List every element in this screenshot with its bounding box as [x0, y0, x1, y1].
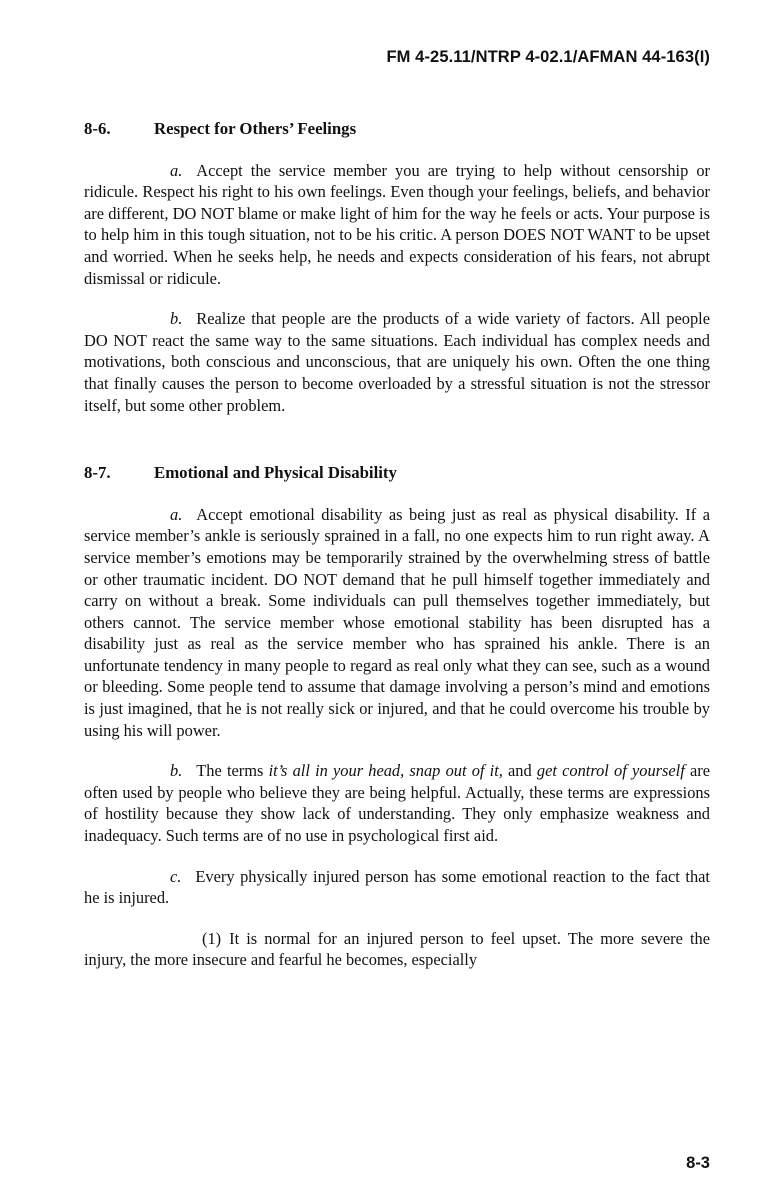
paragraph-8-6-a [84, 160, 710, 290]
section-title: Emotional and Physical Disability [154, 463, 397, 483]
subparagraph-8-7-c-1 [84, 928, 710, 971]
section-title: Respect for Others’ Feelings [154, 119, 357, 138]
italic-term-1: it’s all in your head, snap out of it, [268, 761, 503, 781]
paragraph-8-7-a [84, 504, 710, 742]
page-number: 8-3 [686, 1154, 710, 1172]
running-header: FM 4-25.11/NTRP 4-02.1/AFMAN 44-163(I) [386, 48, 710, 66]
section-heading-8-7 [84, 462, 710, 484]
page-body [84, 118, 710, 990]
paragraph-label: b. [170, 761, 183, 781]
section-spacer [84, 435, 710, 462]
paragraph-8-7-b [84, 760, 710, 846]
paragraph-text-pre: The terms [196, 761, 269, 781]
paragraph-label: a. [170, 160, 183, 180]
paragraph-text: Realize that people are the products of a wide variety of factors. All people DO NOT react the same way to the same situations. Each individual has complex needs and motivations, both conscious and unconscious, that are uniquely his own. Often the one thing that finally causes the person to become overloaded by a stressful situation is not the stressor itself, but some other problem. [84, 309, 710, 415]
paragraph-label: b. [170, 309, 183, 329]
section-heading-8-6 [84, 118, 710, 140]
section-number: 8-6. [84, 119, 111, 138]
paragraph-text: Accept emotional disability as being just as real as physical disability. If a service member’s ankle is seriously sprained in a fall, no one expects him to run right away. A service member’s emotions may be temporarily strained by the overwhelming stress of battle or other traumatic incident. DO NOT demand that he pull himself together immediately and carry on without a break. Some individuals can pull themselves together immediately, but others cannot. The service member whose emotional stability has been disrupted has a disability just as real as the service member who has sprained his ankle. There is an unfortunate tendency in many people to regard as real only what they can see, such as a wound or bleeding. Some people tend to assume that damage involving a person’s mind and emotions is just imagined, that he is not really sick or injured, and that he could overcome his trouble by using his will power. [84, 504, 710, 740]
paragraph-label: a. [170, 504, 183, 524]
paragraph-8-6-b [84, 308, 710, 416]
paragraph-text: Every physically injured person has some emotional reaction to the fact that he is injured. [84, 866, 710, 908]
paragraph-8-7-c [84, 866, 710, 909]
italic-term-2: get control of yourself [536, 761, 685, 781]
paragraph-text-post: are often used by people who believe they are being helpful. Actually, these terms are expressions of hostility because they show lack of understanding. They only emphasize weakness and inadequacy. Such terms are of no use in psychological first aid. [84, 761, 710, 846]
subparagraph-label: (1) [202, 928, 222, 948]
paragraph-text: It is normal for an injured person to feel upset. The more severe the injury, the more insecure and fearful he becomes, especially [84, 928, 710, 970]
paragraph-label: c. [170, 866, 182, 886]
paragraph-text-mid: and [502, 761, 537, 781]
paragraph-text: Accept the service member you are trying to help without censorship or ridicule. Respect his right to his own feelings. Even though your feelings, beliefs, and behavior are different, DO NOT blame or make light of him for the way he feels or acts. Your purpose is to help him in this tough situation, not to be his critic. A person DOES NOT WANT to be upset and worried. When he seeks help, he needs and expects consideration of his fears, not abrupt dismissal or ridicule. [84, 160, 710, 288]
section-number: 8-7. [84, 463, 111, 483]
